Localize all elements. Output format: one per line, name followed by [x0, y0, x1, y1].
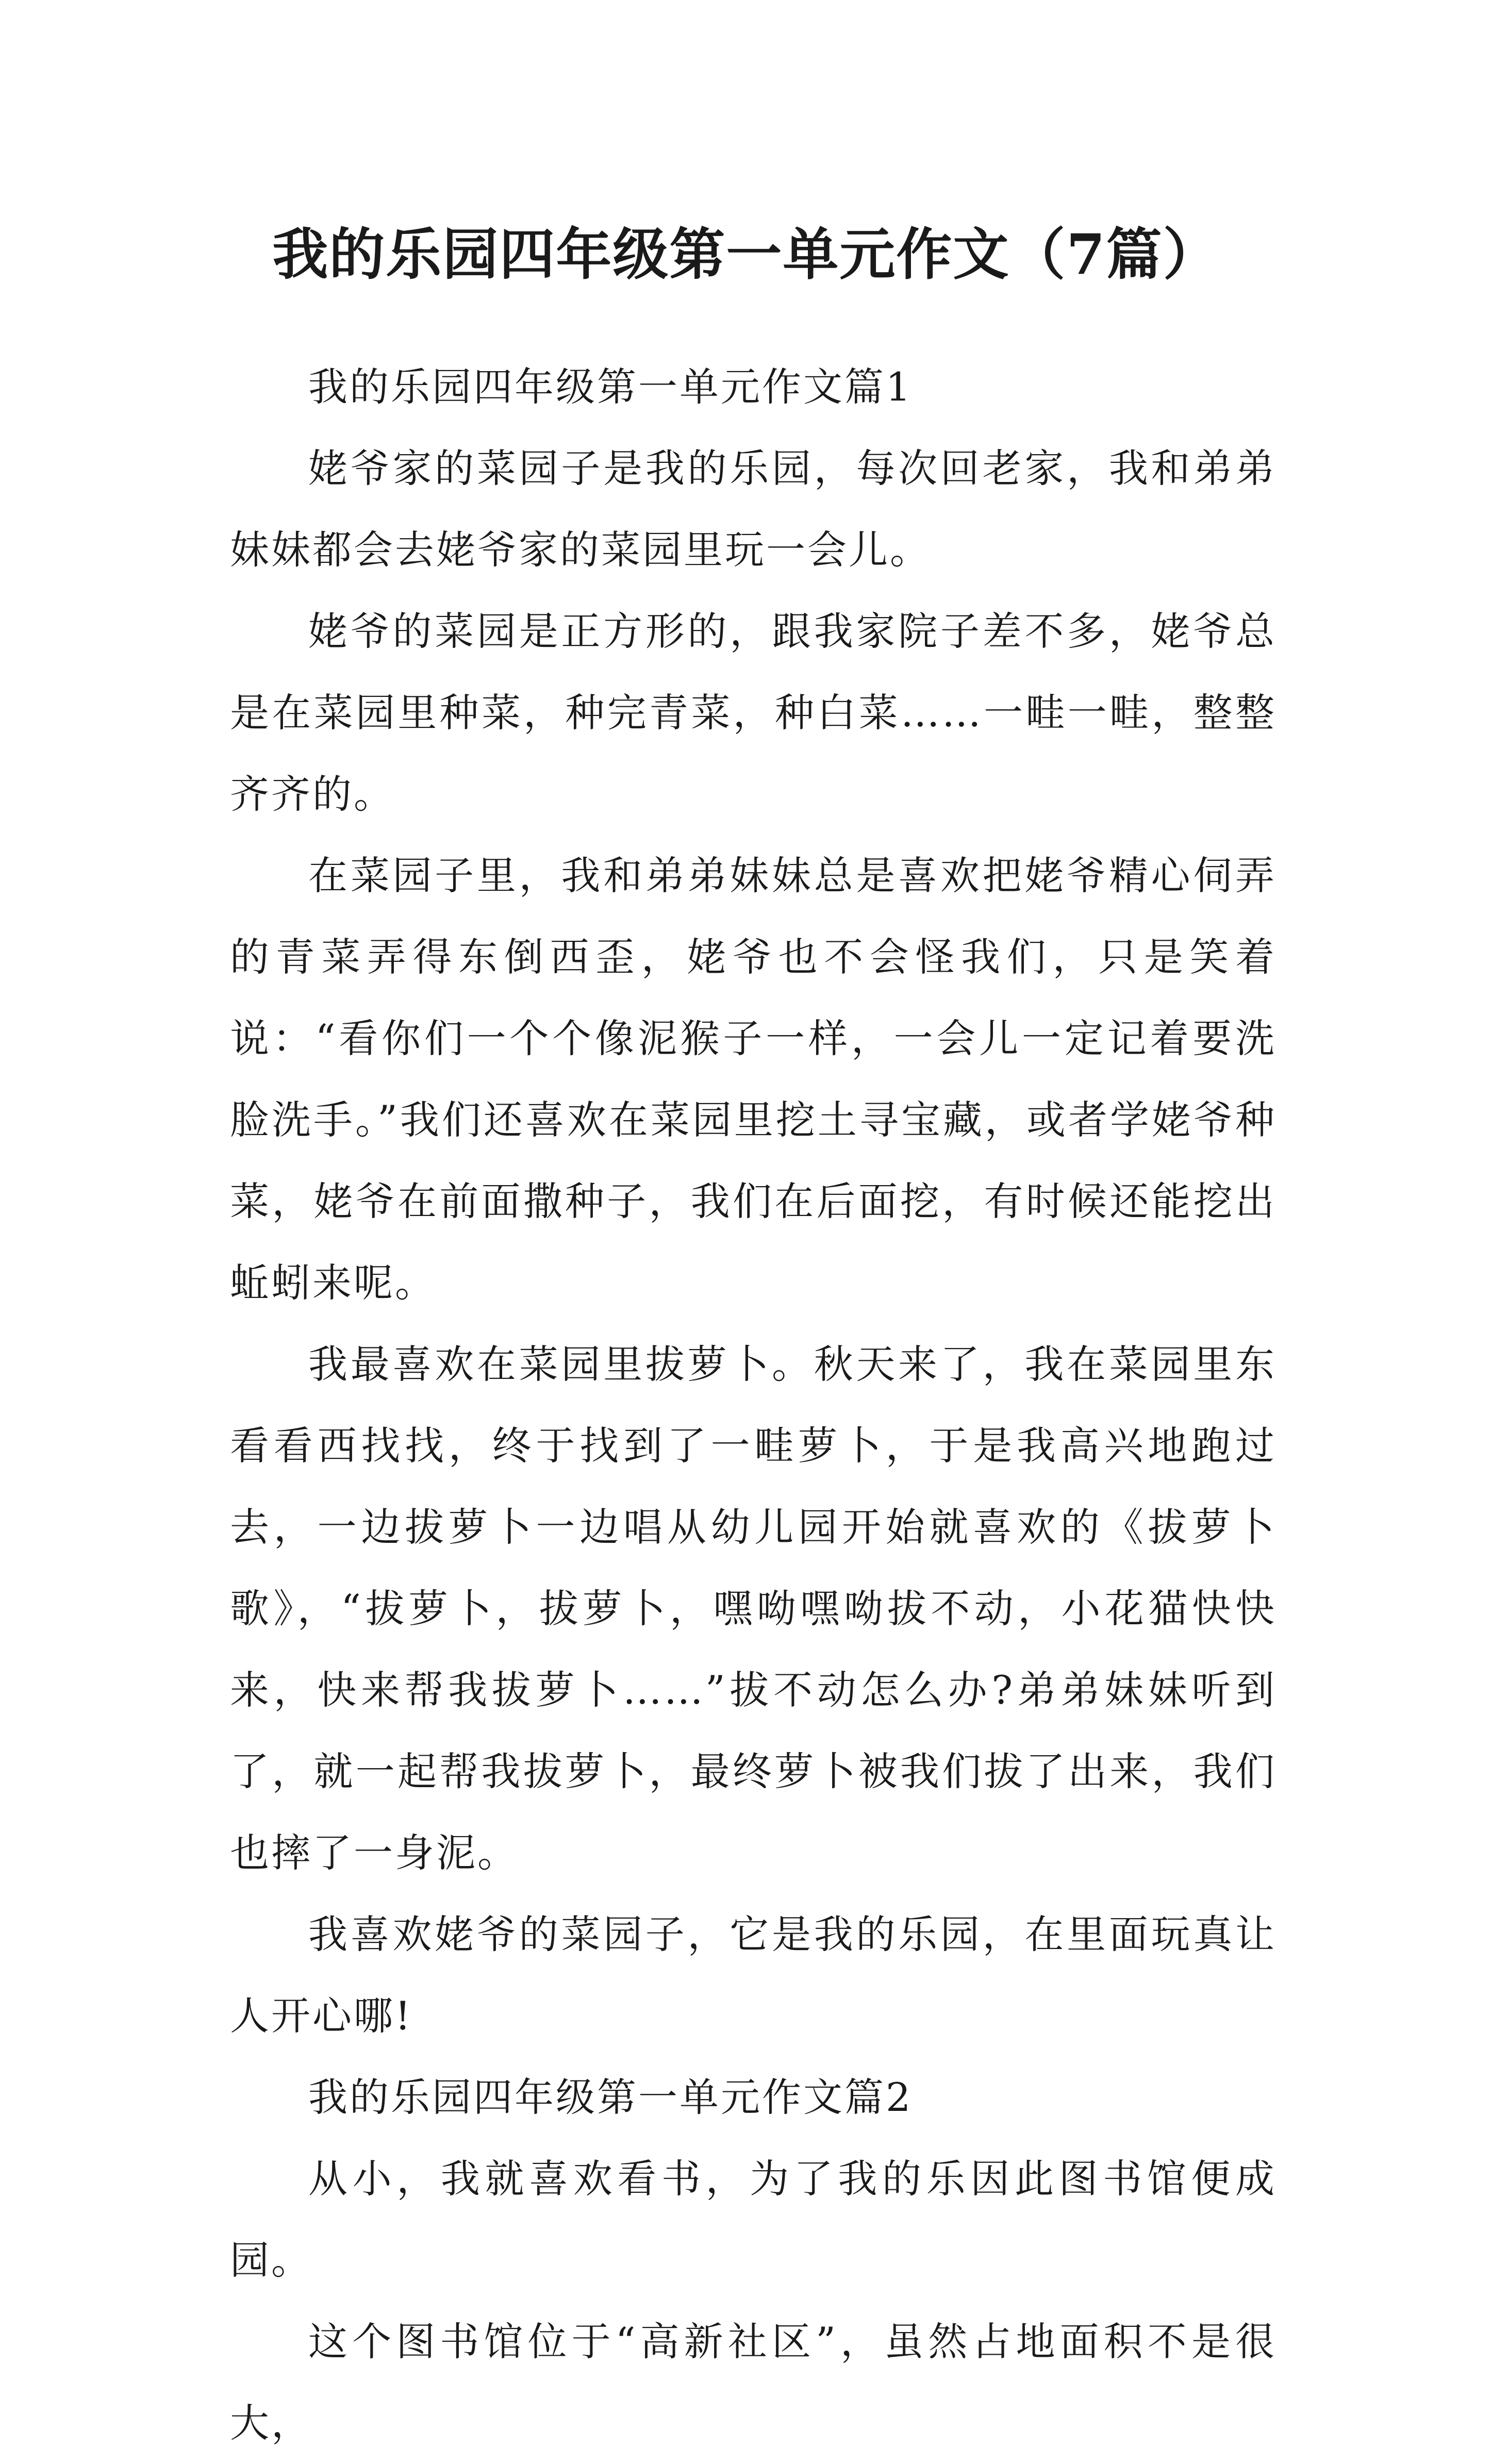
section-heading-2: 我的乐园四年级第一单元作文篇2	[308, 2074, 913, 2120]
paragraph: 我最喜欢在菜园里拔萝卜。秋天来了，我在菜园里东看看西找找，终于找到了一畦萝卜，于是我高兴地跑过去，一边拔萝卜一边唱从幼儿园开始就喜欢的《拔萝卜歌》，“拔萝卜，拔萝卜，嘿呦嘿呦拔不动，小花猫快快来，快来帮我拔萝卜……”拔不动怎么办?弟弟妹妹听到了，就一起帮我拔萝卜，最终萝卜被我们拔了出来，我们也摔了一身泥。	[230, 1341, 1277, 1876]
document-body	[230, 346, 1277, 2464]
section-heading-1: 我的乐园四年级第一单元作文篇1	[308, 364, 913, 410]
paragraph: 在菜园子里，我和弟弟妹妹总是喜欢把姥爷精心伺弄的青菜弄得东倒西歪，姥爷也不会怪我们，只是笑着说：“看你们一个个像泥猴子一样，一会儿一定记着要洗脸洗手。”我们还喜欢在菜园里挖土寻宝藏，或者学姥爷种菜，姥爷在前面撒种子，我们在后面挖，有时候还能挖出蚯蚓来呢。	[230, 853, 1277, 1306]
paragraph: 我喜欢姥爷的菜园子，它是我的乐园，在里面玩真让人开心哪!	[230, 1911, 1277, 2039]
paragraph: 姥爷家的菜园子是我的乐园，每次回老家，我和弟弟妹妹都会去姥爷家的菜园里玩一会儿。	[230, 445, 1277, 573]
paragraph: 从小，我就喜欢看书，为了我的乐因此图书馆便成园。	[230, 2156, 1277, 2283]
paragraph: 姥爷的菜园是正方形的，跟我家院子差不多，姥爷总是在菜园里种菜，种完青菜，种白菜……一畦一畦，整整齐齐的。	[230, 608, 1277, 817]
document-title: 我的乐园四年级第一单元作文（7篇）	[272, 222, 1220, 288]
paragraph: 这个图书馆位于“高新社区”，虽然占地面积不是很大，	[230, 2319, 1277, 2446]
